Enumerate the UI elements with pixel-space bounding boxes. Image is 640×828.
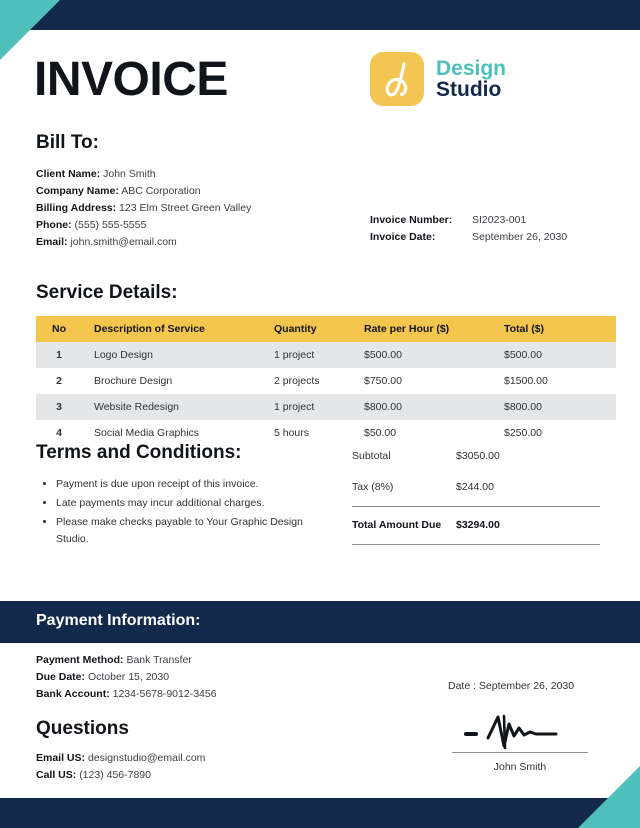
payment-row [36,652,217,669]
questions-heading: Questions [36,718,129,739]
field-value: ABC Corporation [121,185,201,197]
bottom-right-teal-corner [578,766,640,828]
cell-total: $1500.00 [504,368,616,394]
cell-quantity: 5 hours [274,420,364,446]
bill-to-row [36,217,366,234]
list-item: • Late payments may incur additional charges. [56,495,336,512]
bill-to-row [36,166,366,183]
cell-total: $500.00 [504,342,616,368]
cell-no: 3 [36,394,82,420]
cell-no: 1 [36,342,82,368]
field-value: (123) 456-7890 [79,769,151,781]
subtotal-value: $3050.00 [456,449,500,462]
column-header-quantity: Quantity [274,316,364,342]
column-header-total: Total ($) [504,316,616,342]
signature-line [452,752,588,753]
bill-to-row [36,234,366,251]
top-navy-bar [0,0,640,30]
field-value: October 15, 2030 [87,671,170,683]
questions-row [36,767,336,784]
field-value: designstudio@email.com [87,752,206,764]
table-header-row [36,316,616,342]
list-item: • Payment is due upon receipt of this invoice. [56,476,336,493]
bill-to-heading: Bill To: [36,132,99,153]
tax-row [352,471,600,502]
field-value: 1234-5678-9012-3456 [112,688,217,700]
questions-block [36,718,336,784]
payment-information-fields [36,652,217,703]
handwritten-signature-icon [452,708,588,752]
payment-information-band [0,601,640,643]
payment-row [36,669,217,686]
invoice-number-row [370,212,567,229]
questions-fields [36,750,336,784]
invoice-number-value: SI2023-001 [472,214,527,226]
total-amount-due-value: $3294.00 [456,518,500,531]
field-value: (555) 555-5555 [74,219,147,231]
invoice-date-label: Invoice Date: [370,231,436,243]
cell-quantity: 1 project [274,394,364,420]
service-details-block [36,282,604,446]
brand-name-line2: Studio [436,78,502,101]
cell-quantity: 1 project [274,342,364,368]
cell-description: Website Redesign [82,394,274,420]
field-label: Client Name: [36,168,101,180]
payment-row [36,686,217,703]
cell-no: 4 [36,420,82,446]
cell-rate: $800.00 [364,394,504,420]
service-details-heading: Service Details: [36,282,178,303]
cell-rate: $50.00 [364,420,504,446]
questions-row [36,750,336,767]
terms-list [36,476,336,548]
cell-description: Logo Design [82,342,274,368]
brand-name-line1: Design [436,56,507,80]
total-amount-due-row [352,509,600,540]
subtotal-row [352,440,600,471]
signature-date-text: Date : September 26, 2030 [448,680,575,692]
field-value: 123 Elm Street Green Valley [119,202,252,214]
terms-and-conditions-block [36,442,336,550]
field-label: Call US: [36,769,77,781]
column-header-no: No [36,316,82,342]
field-value: john.smith@email.com [70,236,177,248]
field-value: Bank Transfer [126,654,192,666]
field-label: Company Name: [36,185,119,197]
cell-total: $800.00 [504,394,616,420]
field-value: John Smith [103,168,156,180]
list-item: • Please make checks payable to Your Graphic Design Studio. [56,514,336,548]
terms-heading: Terms and Conditions: [36,442,242,463]
invoice-meta-block [370,212,567,246]
page-title: INVOICE [34,53,228,106]
field-label: Billing Address: [36,202,117,214]
cell-no: 2 [36,368,82,394]
cell-rate: $500.00 [364,342,504,368]
bill-to-row [36,183,366,200]
table-row [36,394,616,420]
field-label: Bank Account: [36,688,110,700]
payment-information-heading: Payment Information: [36,612,201,629]
cell-total: $250.00 [504,420,616,446]
cell-rate: $750.00 [364,368,504,394]
bottom-navy-bar [0,798,640,828]
field-label: Email US: [36,752,86,764]
signature-block [452,708,588,773]
signature-name: John Smith [493,761,547,773]
total-amount-due-label: Total Amount Due [352,518,442,531]
field-label: Email: [36,236,68,248]
table-row [36,342,616,368]
brand-lockup [370,52,506,106]
column-header-description: Description of Service [82,316,274,342]
service-details-table [36,316,616,446]
cell-quantity: 2 projects [274,368,364,394]
cell-description: Social Media Graphics [82,420,274,446]
totals-divider-bottom [352,544,600,545]
invoice-date-row [370,229,567,246]
script-d-logo-icon [370,52,424,106]
invoice-number-label: Invoice Number: [370,214,453,226]
column-header-rate: Rate per Hour ($) [364,316,504,342]
table-row [36,368,616,394]
field-label: Due Date: [36,671,86,683]
invoice-header [0,48,640,120]
tax-label: Tax (8%) [352,480,394,493]
totals-divider-top [352,506,600,507]
tax-value: $244.00 [456,480,494,493]
cell-description: Brochure Design [82,368,274,394]
bill-to-fields [36,166,366,251]
totals-block [352,440,600,547]
bill-to-block [36,132,366,251]
field-label: Phone: [36,219,72,231]
bill-to-row [36,200,366,217]
invoice-date-value: September 26, 2030 [472,231,568,243]
subtotal-label: Subtotal [352,449,391,462]
field-label: Payment Method: [36,654,124,666]
